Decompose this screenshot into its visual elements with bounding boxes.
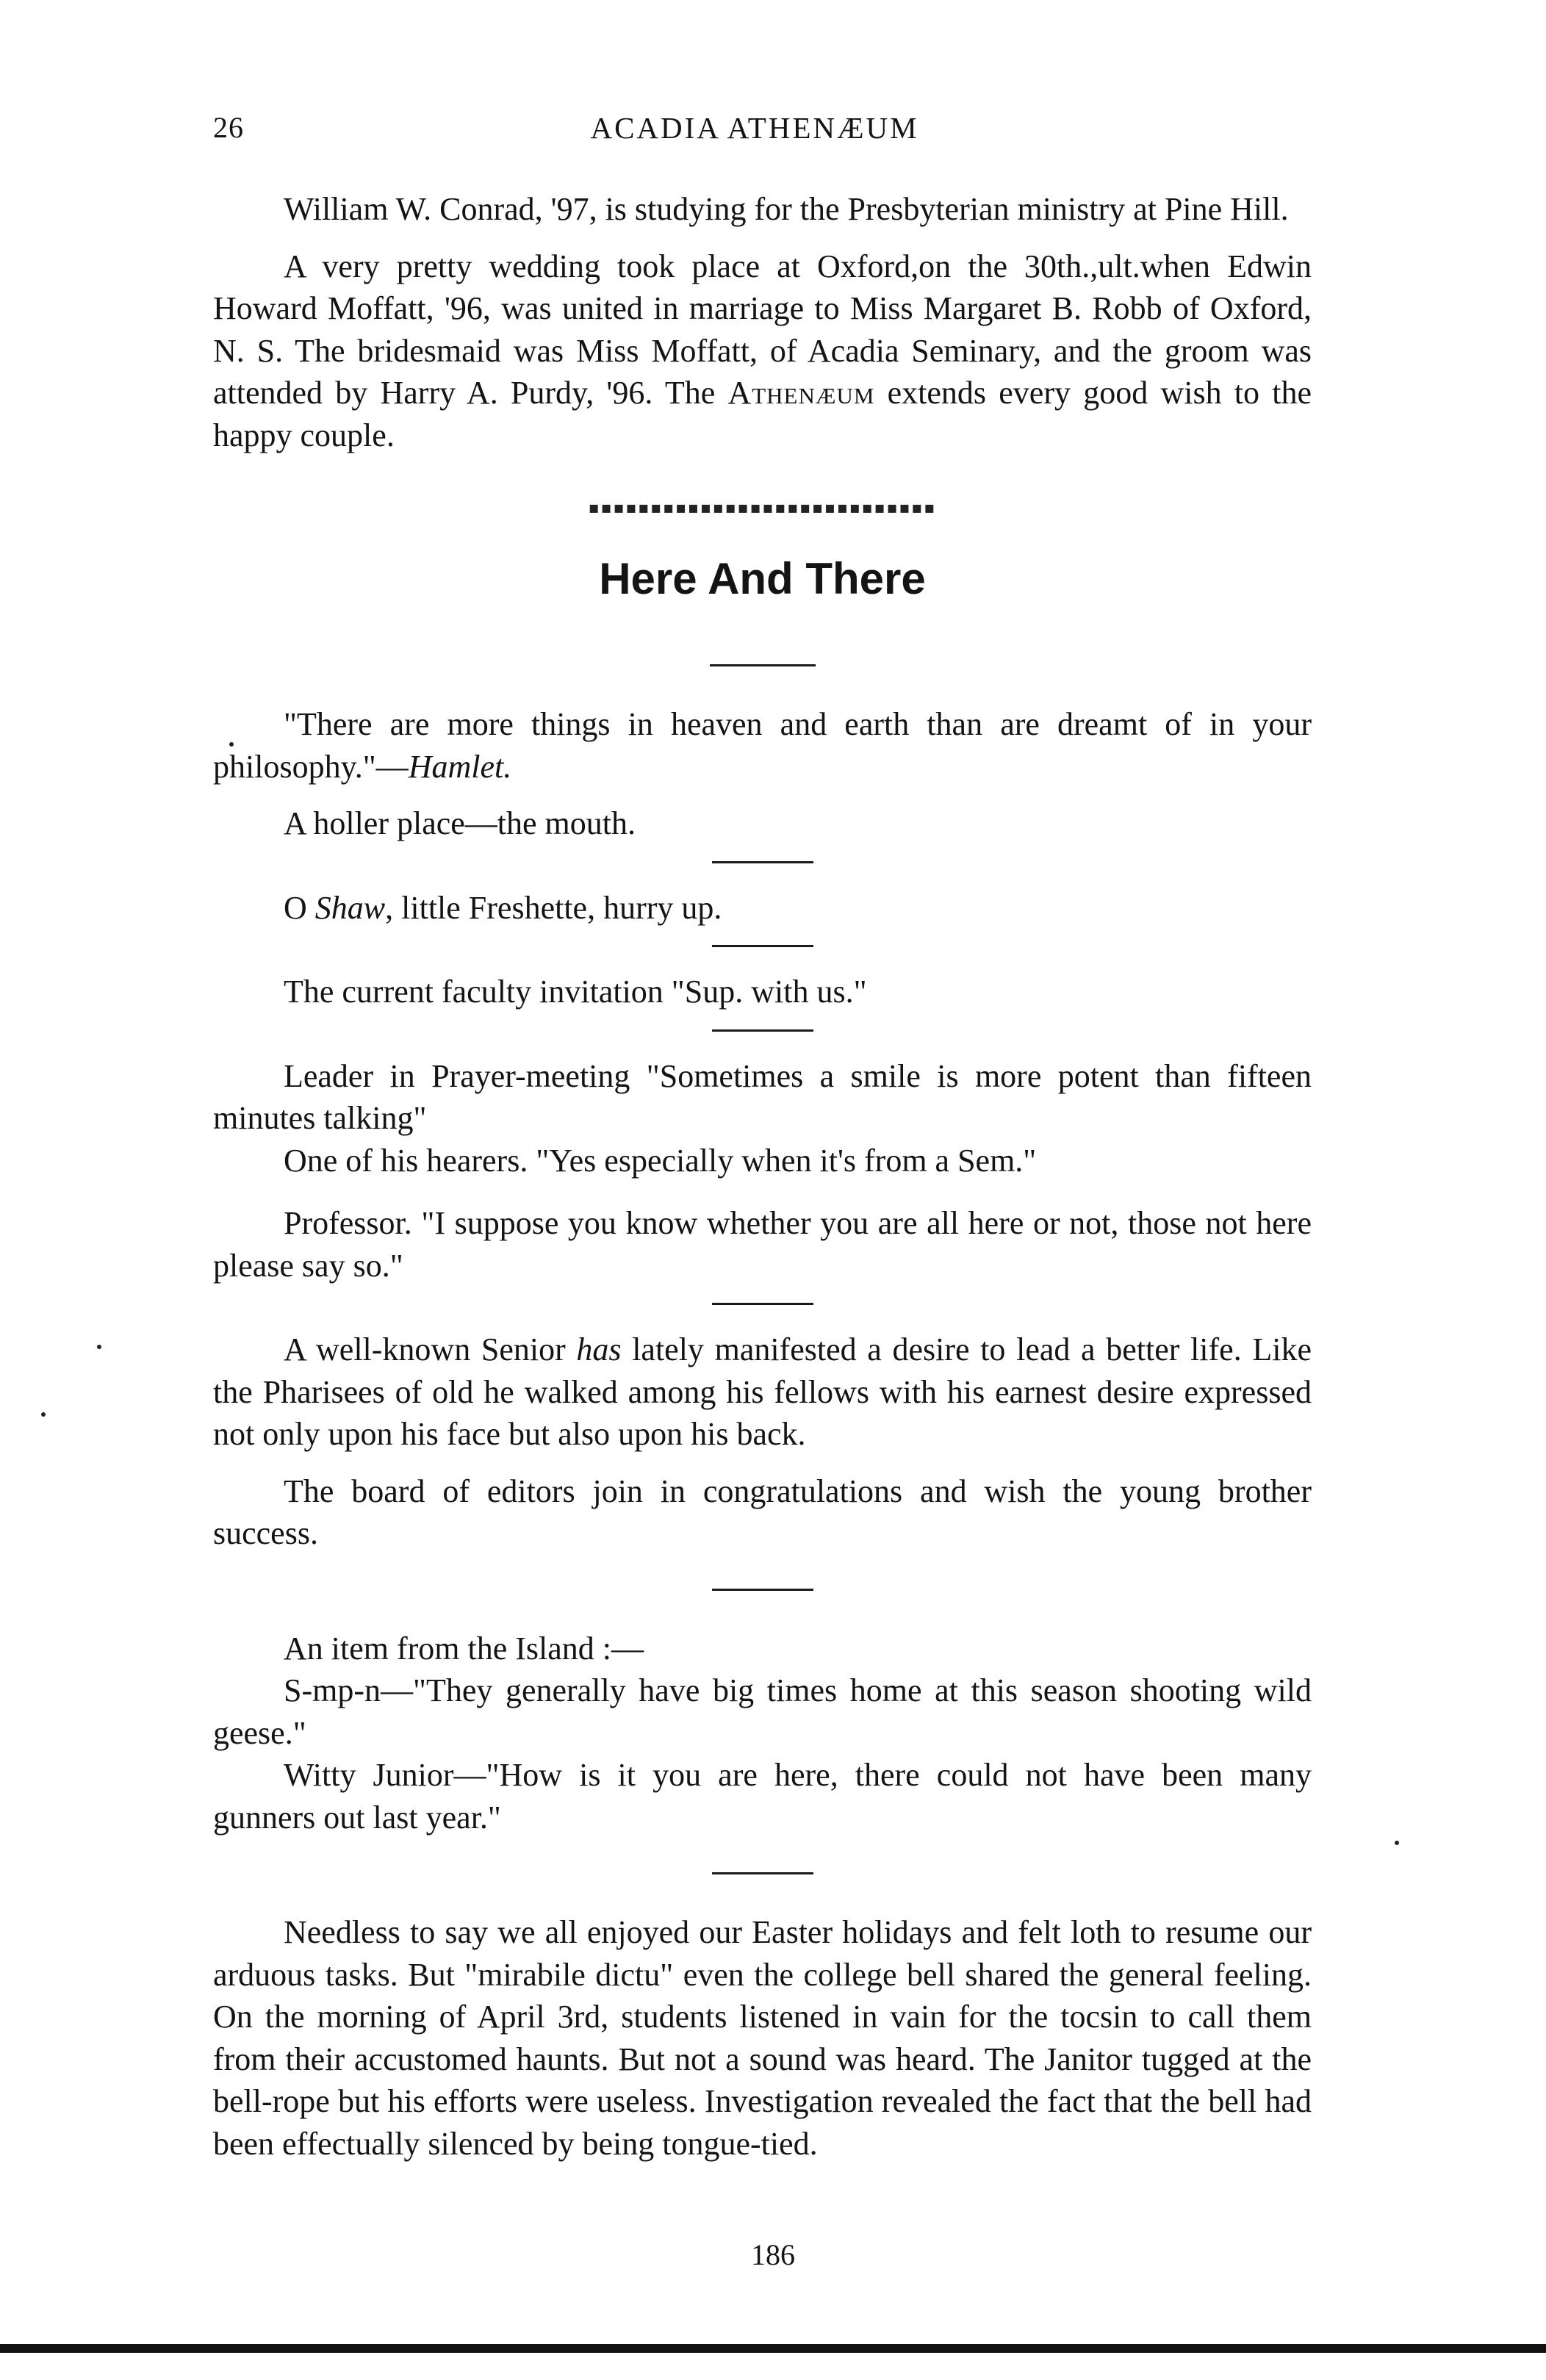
page-content (213, 188, 1312, 2165)
island-quote-1: S-mp-n—"They generally have big times home at this season shooting wild geese." (213, 1672, 1312, 1751)
personal-item-wedding (213, 245, 1312, 457)
prayer-leader-item: Leader in Prayer-meeting "Sometimes a smile is more potent than fifteen minutes talking" (213, 1057, 1312, 1136)
wedding-closing-before: The (664, 375, 728, 411)
senior-italic: has (576, 1331, 622, 1367)
quote-text: "There are more things in heaven and earth than are dreamt of in your philosophy."— (213, 706, 1312, 785)
wedding-text: A very pretty wedding took place at Oxford,on the 30th.,ult.when Edwin Howard Moffatt, '96, was united in marriage to Miss Margaret B. Robb of Oxford, N. S. The bridesmaid was Miss Moffatt, of Acadia Seminary, and the groom was attended by Harry A. Purdy, '96. (213, 248, 1312, 411)
page-number: 26 (213, 111, 244, 144)
journal-name-smallcaps: Athenæum (727, 375, 875, 411)
hamlet-quote (213, 703, 1312, 788)
divider-rule (712, 861, 813, 863)
scan-speck (1395, 1841, 1399, 1845)
quote-source: Hamlet. (408, 748, 512, 785)
running-head (213, 110, 1296, 151)
ornamental-divider: ▪▪▪▪▪▪▪▪▪▪▪▪▪▪▪▪▪▪▪▪▪▪▪▪▪▪▪▪ (588, 499, 937, 517)
scan-speck (41, 1412, 46, 1417)
professor-item: Professor. "I suppose you know whether you are all here or not, those not here please say so." (213, 1205, 1312, 1284)
section-title: Here And There (599, 554, 926, 603)
divider-rule (712, 1589, 813, 1591)
personal-item-conrad: William W. Conrad, '97, is studying for the Presbyterian ministry at Pine Hill. (284, 191, 1289, 227)
bottom-scan-edge (0, 2344, 1546, 2353)
island-quote-2: Witty Junior—"How is it you are here, there could not have been many gunners out last year." (213, 1757, 1312, 1836)
senior-after: lately manifested a desire to lead a better life. Like the Pharisees of old he walked among his fellows with his earnest desire expressed not only upon his face but also upon his back. (213, 1331, 1312, 1452)
divider-rule (712, 1303, 813, 1305)
senior-item (213, 1329, 1312, 1456)
wedding-closing-after: extends every good wish to the happy couple. (213, 375, 1312, 453)
divider-rule (712, 1872, 813, 1874)
divider-rule (712, 945, 813, 947)
faculty-item: The current faculty invitation "Sup. with us." (284, 974, 867, 1010)
editors-item: The board of editors join in congratulations and wish the young brother success. (213, 1473, 1312, 1551)
divider-rule (712, 1029, 813, 1032)
shaw-italic: Shaw (314, 889, 386, 926)
prayer-hearer-item: One of his hearers. "Yes especially when it's from a Sem." (284, 1142, 1037, 1179)
shaw-item (213, 887, 1312, 930)
shaw-after: , little Freshette, hurry up. (385, 889, 722, 926)
scan-speck (229, 742, 234, 747)
senior-before: A well-known Senior (284, 1331, 577, 1367)
island-intro: An item from the Island :— (284, 1630, 644, 1667)
folio-number: 186 (751, 2238, 795, 2271)
shaw-before: O (284, 889, 315, 926)
holler-item: A holler place—the mouth. (284, 805, 636, 841)
title-rule (710, 664, 816, 666)
journal-title: ACADIA ATHENÆUM (590, 111, 919, 145)
scan-speck (97, 1345, 101, 1349)
easter-item: Needless to say we all enjoyed our Easter holidays and felt loth to resume our arduous tasks. But "mirabile dictu" even the college bell shared the general feeling. On the morning of April 3rd, students listened in vain for the tocsin to call them from their accustomed haunts. But not a sound was heard. The Janitor tugged at the bell-rope but his efforts were useless. Investigation revealed the fact that the bell had been effectually silenced by being tongue-tied. (213, 1914, 1312, 2162)
